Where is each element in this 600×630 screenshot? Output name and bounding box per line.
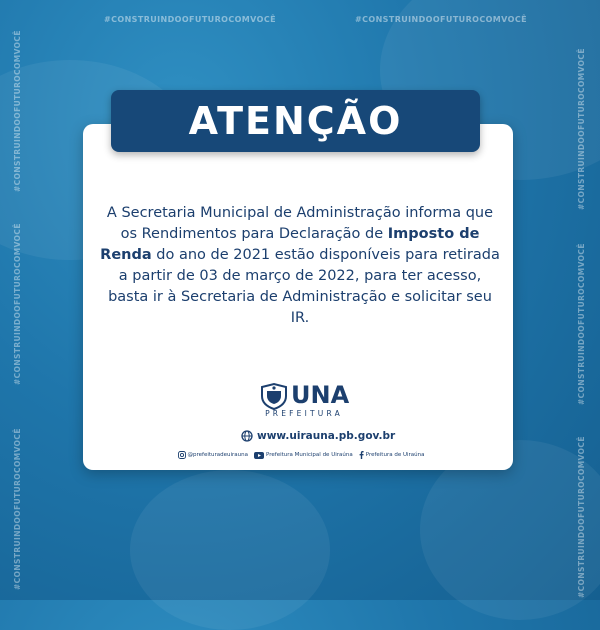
announcement-message — [100, 203, 500, 329]
hashtag-vertical: #CONSTRUINDOOFUTUROCOMVOCÊ — [13, 223, 22, 385]
facebook-link[interactable] — [359, 451, 425, 459]
youtube-channel: Prefeitura Municipal de Uiraúna — [266, 452, 353, 458]
hashtag-column-left — [13, 0, 23, 600]
instagram-handle: @prefeituradeuirauna — [187, 452, 249, 458]
facebook-icon — [359, 451, 364, 459]
youtube-link[interactable] — [254, 452, 353, 459]
logo-subtitle: PREFEITURA — [265, 409, 343, 418]
website-url: www.uirauna.pb.gov.br — [257, 430, 396, 442]
hashtag-vertical: #CONSTRUINDOOFUTUROCOMVOCÊ — [577, 48, 586, 210]
page-title: ATENÇÃO — [188, 99, 403, 143]
message-text: A Secretaria Municipal de Administração informa que os Rendimentos para Declaração de — [106, 205, 494, 242]
title-banner — [111, 90, 480, 152]
globe-icon — [241, 430, 253, 442]
hashtag-vertical: #CONSTRUINDOOFUTUROCOMVOCÊ — [577, 436, 586, 598]
message-text: do ano de 2021 estão disponíveis para retirada a partir de 03 de março de 2022, para ter acesso, basta ir à Secretaria de Administração e solicitar seu IR. — [108, 247, 500, 326]
hashtag-top-left: #CONSTRUINDOOFUTUROCOMVOCÊ — [104, 15, 276, 24]
social-links — [176, 449, 426, 461]
instagram-link[interactable] — [178, 451, 249, 459]
hashtag-top-right: #CONSTRUINDOOFUTUROCOMVOCÊ — [355, 15, 527, 24]
prefeitura-logo — [258, 382, 348, 418]
background-shape — [130, 470, 330, 630]
hashtag-vertical: #CONSTRUINDOOFUTUROCOMVOCÊ — [13, 30, 22, 192]
hashtag-vertical: #CONSTRUINDOOFUTUROCOMVOCÊ — [577, 243, 586, 405]
logo-name: UNA — [291, 381, 350, 409]
website-link[interactable] — [241, 428, 395, 444]
message-bold-text: Imposto de Renda — [100, 226, 480, 263]
facebook-page: Prefeitura de Uiraúna — [365, 452, 425, 458]
instagram-icon — [178, 451, 186, 459]
hashtag-column-right — [577, 0, 587, 600]
crest-icon — [258, 382, 290, 410]
youtube-icon — [254, 452, 264, 459]
hashtag-vertical: #CONSTRUINDOOFUTUROCOMVOCÊ — [13, 428, 22, 590]
